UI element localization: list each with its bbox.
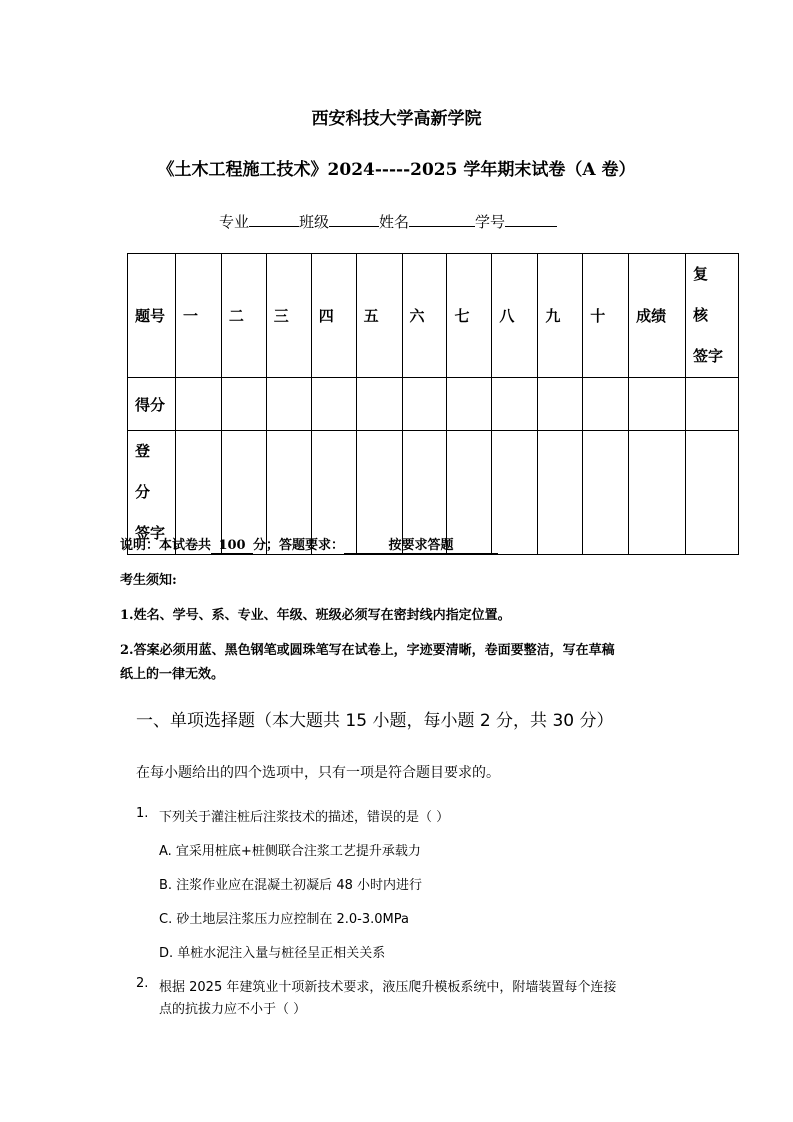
- header-cell: 题号: [128, 254, 176, 378]
- question-1: [0, 806, 793, 826]
- option-d: D. 单桩水泥注入量与桩径呈正相关关系: [159, 946, 386, 961]
- header-cell: 成绩: [629, 254, 686, 378]
- header-cell: 四: [311, 254, 356, 378]
- question-number: 1.: [136, 806, 149, 821]
- signature-cell[interactable]: [629, 431, 686, 555]
- header-cell: 八: [492, 254, 538, 378]
- score-cell[interactable]: [356, 378, 402, 431]
- score-cell[interactable]: [686, 378, 739, 431]
- major-label: 专业: [219, 213, 250, 231]
- signature-cell[interactable]: [686, 431, 739, 555]
- score-cell[interactable]: [221, 378, 266, 431]
- name-label: 姓名: [379, 213, 410, 231]
- score-cell[interactable]: [311, 378, 356, 431]
- score-cell[interactable]: [447, 378, 492, 431]
- review-label-line2: 签字: [693, 347, 724, 365]
- option-c: C. 砂土地层注浆压力应控制在 2.0-3.0MPa: [159, 912, 409, 927]
- header-cell: 六: [402, 254, 447, 378]
- question-2: [0, 976, 793, 996]
- header-cell: 三: [266, 254, 311, 378]
- desc-prefix: 说明：本试卷共: [120, 538, 212, 553]
- header-cell: 十: [583, 254, 629, 378]
- name-blank[interactable]: [409, 211, 475, 227]
- signature-cell[interactable]: [538, 431, 583, 555]
- answer-requirement: 按要求答题: [344, 534, 498, 554]
- school-name: 西安科技大学高新学院: [311, 109, 482, 129]
- header-cell: 九: [538, 254, 583, 378]
- major-blank[interactable]: [249, 211, 299, 227]
- score-cell[interactable]: [266, 378, 311, 431]
- score-row: [128, 378, 739, 431]
- option-a: A. 宜采用桩底+桩侧联合注浆工艺提升承载力: [159, 844, 421, 859]
- score-cell[interactable]: [583, 378, 629, 431]
- register-label-line1: 登分: [135, 442, 158, 501]
- score-cell[interactable]: [629, 378, 686, 431]
- total-points: 100: [211, 538, 253, 554]
- score-cell[interactable]: [492, 378, 538, 431]
- register-label-line2: 签字: [135, 524, 166, 542]
- score-cell[interactable]: [175, 378, 221, 431]
- notice-item-2-line1: 2.答案必须用蓝、黑色钢笔或圆珠笔写在试卷上，字迹要清晰，卷面要整洁，写在草稿: [120, 643, 615, 658]
- exam-title: 《土木工程施工技术》2024-----2025 学年期末试卷（A 卷）: [157, 160, 636, 180]
- option-b: B. 注浆作业应在混凝土初凝后 48 小时内进行: [159, 878, 422, 893]
- section-intro: 在每小题给出的四个选项中，只有一项是符合题目要求的。: [136, 765, 500, 781]
- review-label-line1: 复 核: [693, 265, 716, 324]
- question-text: 下列关于灌注桩后注浆技术的描述，错误的是（ ）: [159, 810, 450, 825]
- notice-item-2-line2: 纸上的一律无效。: [120, 667, 225, 682]
- score-table: [127, 253, 739, 555]
- id-blank[interactable]: [505, 211, 557, 227]
- student-info-line: [219, 211, 557, 232]
- notice-item-1: 1.姓名、学号、系、专业、年级、班级必须写在密封线内指定位置。: [120, 608, 511, 623]
- class-blank[interactable]: [329, 211, 379, 227]
- review-signature-header: [686, 254, 739, 378]
- header-cell: 二: [221, 254, 266, 378]
- desc-mid: 分；答题要求：: [253, 538, 345, 553]
- question-number: 2.: [136, 976, 149, 991]
- exam-description: [120, 534, 498, 554]
- question-number-row: [128, 254, 739, 378]
- score-cell[interactable]: [538, 378, 583, 431]
- section-title: 一、单项选择题（本大题共 15 小题，每小题 2 分，共 30 分）: [136, 711, 614, 731]
- notice-title: 考生须知:: [120, 573, 177, 588]
- class-label: 班级: [299, 213, 330, 231]
- signature-cell[interactable]: [492, 431, 538, 555]
- score-cell[interactable]: [402, 378, 447, 431]
- header-cell: 七: [447, 254, 492, 378]
- question-text-line2: 点的抗拔力应不小于（ ）: [159, 1002, 307, 1017]
- header-cell: 一: [175, 254, 221, 378]
- question-text-line1: 根据 2025 年建筑业十项新技术要求，液压爬升模板系统中，附墙装置每个连接: [159, 980, 617, 995]
- id-label: 学号: [475, 213, 506, 231]
- header-cell: 五: [356, 254, 402, 378]
- signature-cell[interactable]: [583, 431, 629, 555]
- score-row-label: 得分: [128, 378, 176, 431]
